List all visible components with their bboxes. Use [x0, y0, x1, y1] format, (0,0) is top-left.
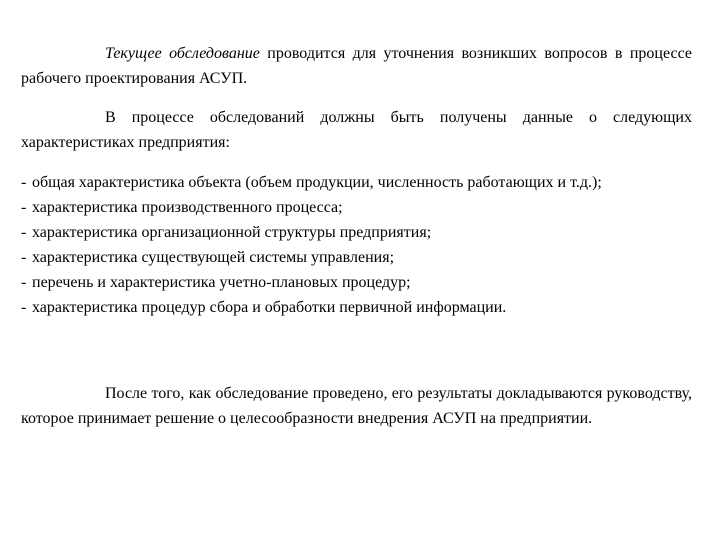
list-marker: -: [21, 299, 27, 316]
list-item-text: характеристика организационной структуры предприятия;: [32, 224, 432, 241]
list-item-text: перечень и характеристика учетно-плановых процедур;: [32, 274, 411, 291]
list-item-text: характеристика процедур сбора и обработки первичной информации.: [32, 299, 507, 316]
list-item-text: характеристика существующей системы управления;: [32, 249, 395, 266]
document-body: [21, 41, 692, 431]
list-marker: -: [21, 274, 27, 291]
list-item: [21, 295, 692, 320]
list-item: [21, 220, 692, 245]
list-marker: -: [21, 224, 27, 241]
intro-paragraph: [21, 41, 692, 91]
list-item: [21, 245, 692, 270]
list-marker: -: [21, 174, 27, 191]
intro-text: проводится для уточнения возникших вопросов в процессе рабочего проектирования АСУП.: [21, 45, 692, 87]
intro-term: Текущее обследование: [105, 45, 260, 62]
list-marker: -: [21, 199, 27, 216]
list-item: [21, 270, 692, 295]
list-item-text: общая характеристика объекта (объем продукции, численность работающих и т.д.);: [32, 174, 602, 191]
list-item-text: характеристика производственного процесса;: [32, 199, 343, 216]
characteristics-list: [21, 170, 692, 320]
list-item: [21, 170, 692, 195]
list-item: [21, 195, 692, 220]
list-marker: -: [21, 249, 27, 266]
conclusion-paragraph: После того, как обследование проведено, его результаты докладываются руководству, которое принимает решение о целесообразности внедрения АСУП на предприятии.: [21, 385, 692, 427]
characteristics-intro-paragraph: В процессе обследований должны быть получены данные о следующих характеристиках предприятия:: [21, 109, 692, 151]
